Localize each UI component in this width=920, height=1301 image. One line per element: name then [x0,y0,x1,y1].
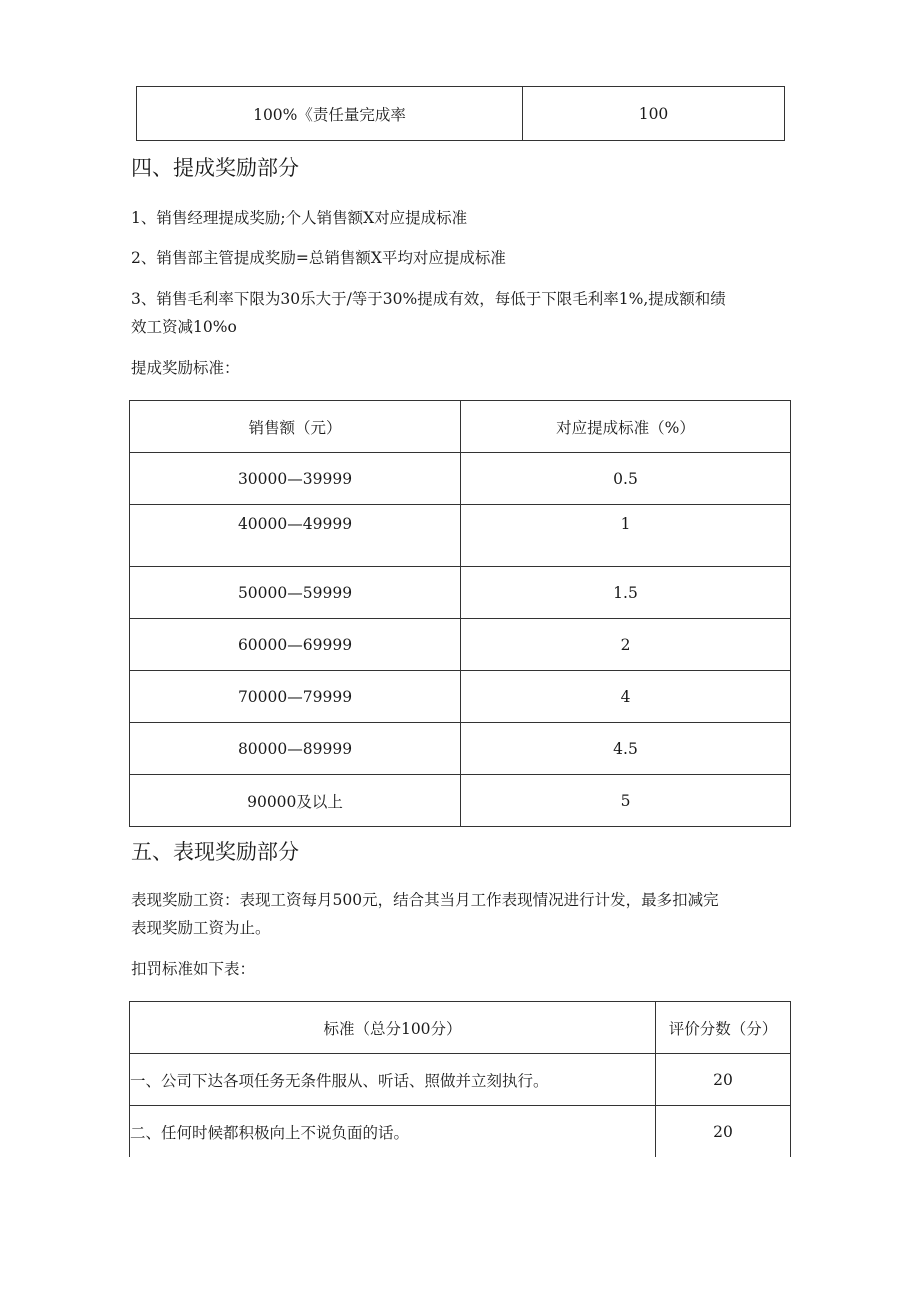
completion-rate-value: 100 [523,87,785,141]
table-row [130,723,791,775]
sales-range: 80000—89999 [130,723,461,775]
commission-rate: 5 [461,775,791,827]
sales-range: 30000—39999 [130,453,461,505]
table-row [130,505,791,567]
table-row [130,1106,791,1158]
table-row [130,567,791,619]
standard-text: 二、任何时候都积极向上不说负面的话。 [130,1106,656,1158]
table-row [130,775,791,827]
score-value: 20 [656,1054,791,1106]
sales-range: 40000—49999 [130,505,461,567]
table-header-row [130,401,791,453]
sales-range: 70000—79999 [130,671,461,723]
commission-rate: 4 [461,671,791,723]
table-header-row [130,1002,791,1054]
column-header-score: 评价分数（分） [656,1002,791,1054]
commission-rate: 2 [461,619,791,671]
section4-item3-line2: 效工资减10%o [131,318,237,336]
table-row [130,1054,791,1106]
completion-rate-table [136,86,785,141]
commission-rate: 1 [461,505,791,567]
sales-range: 60000—69999 [130,619,461,671]
standard-text: 一、公司下达各项任务无条件服从、听话、照做并立刻执行。 [130,1054,656,1106]
penalty-table [129,1001,791,1157]
table-row [137,87,785,141]
column-header-rate: 对应提成标准（%） [461,401,791,453]
completion-rate-label: 100%《责任量完成率 [137,87,523,141]
column-header-standard: 标准（总分100分） [130,1002,656,1054]
sales-range: 50000—59999 [130,567,461,619]
commission-table [129,400,791,827]
section4-item2: 2、销售部主管提成奖励=总销售额X平均对应提成标准 [131,249,506,267]
section5-desc-line2: 表现奖励工资为止。 [131,919,271,937]
table-row [130,671,791,723]
column-header-sales: 销售额（元） [130,401,461,453]
sales-range: 90000及以上 [130,775,461,827]
penalty-standard-label: 扣罚标准如下表： [131,960,256,978]
section4-item3-line1: 3、销售毛利率下限为30乐大于/等于30%提成有效，每低于下限毛利率1%,提成额和绩 [131,290,726,308]
section5-heading: 五、表现奖励部分 [131,840,299,864]
commission-rate: 0.5 [461,453,791,505]
section5-desc-line1: 表现奖励工资：表现工资每月500元，结合其当月工作表现情况进行计发，最多扣减完 [131,891,719,909]
table-row [130,453,791,505]
section4-heading: 四、提成奖励部分 [131,156,299,180]
commission-rate: 1.5 [461,567,791,619]
section4-item1: 1、销售经理提成奖励;个人销售额X对应提成标准 [131,209,468,227]
table-row [130,619,791,671]
commission-rate: 4.5 [461,723,791,775]
commission-standard-label: 提成奖励标准： [131,359,240,377]
score-value: 20 [656,1106,791,1158]
